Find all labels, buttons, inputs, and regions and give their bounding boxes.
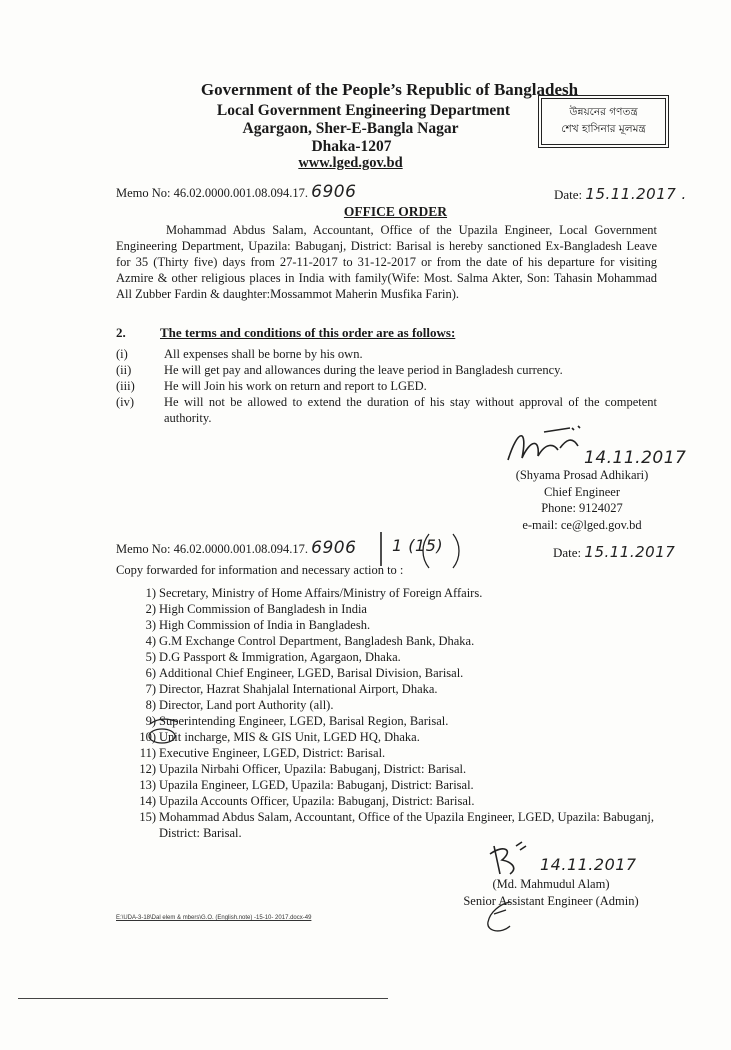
header-city: Dhaka-1207 [311,138,392,155]
list-item-text: High Commission of Bangladesh in India [159,602,367,616]
memo-number-handwritten: 6906 [311,538,357,558]
list-item [116,601,661,617]
memo-suffix-handwritten: 1 (15) [392,536,444,555]
list-item-text: D.G Passport & Immigration, Agargaon, Dhaka. [159,650,401,664]
initial-mark [480,898,520,938]
date-handwritten: 15.11.2017 [584,543,676,561]
copy-forwarded-intro: Copy forwarded for information and necessary action to : [116,563,404,577]
list-item [116,793,661,809]
signatory-1 [482,467,682,533]
header-government: Government of the People’s Republic of Bangladesh [200,80,579,99]
list-item [116,649,661,665]
signatory-designation: Senior Assistant Engineer (Admin) [463,893,639,908]
divider [18,998,388,999]
signatory-name: (Shyama Prosad Adhikari) [515,468,649,482]
list-item-number: 8) [145,698,156,712]
list-item-number: 15) [139,810,156,824]
memo-number-1 [116,182,356,202]
list-item-text: Director, Land port Authority (all). [159,698,334,712]
clause-text: All expenses shall be borne by his own. [164,347,363,361]
list-item-text: Upazila Engineer, LGED, Upazila: Babuganj, District: Barisal. [159,778,474,792]
clause-item [116,346,657,362]
list-item-number: 11) [139,746,156,760]
memo-date-2 [553,543,675,561]
list-item [116,729,661,745]
list-item-text: Superintending Engineer, LGED, Barisal Region, Barisal. [159,714,449,728]
list-item-text: Additional Chief Engineer, LGED, Barisal Division, Barisal. [159,666,464,680]
list-item [116,777,661,793]
order-paragraph: Mohammad Abdus Salam, Accountant, Office of the Upazila Engineer, Local Government Engineering Department, Upazila: Babuganj, District: Barisal is hereby sanctioned Ex-Bangladesh Leave for 35 (Thirty five) days from 27-11-2017 to 31-12-2017 or from the date of his departure for visiting Azmire & other religious places in India with family(Wife: Most. Salma Akter, Son: Tahasin Mohammad All Zubber Fardin & daughter:Mossammot Maherin Musfika Farin). [116,223,657,301]
list-item-text: Unit incharge, MIS & GIS Unit, LGED HQ, Dhaka. [159,730,420,744]
hand-tick-marks [148,714,188,744]
list-item-number: 1) [145,586,156,600]
clause-text: He will Join his work on return and report to LGED. [164,379,427,393]
list-item-number: 6) [145,666,156,680]
signatory-phone: Phone: 9124027 [541,501,623,515]
list-item [116,809,661,841]
clause-number: (i) [116,347,128,361]
signatory-designation: Chief Engineer [543,484,620,499]
list-item [116,633,661,649]
date-label: Date: [554,187,583,202]
list-item [116,585,661,601]
list-item-text: Executive Engineer, LGED, District: Barisal. [159,746,386,760]
list-item-text: Mohammad Abdus Salam, Accountant, Office of the Upazila Engineer, LGED, Upazila: Babuganj, District: Barisal. [159,810,654,840]
header-address: Agargaon, Sher-E-Bangla Nagar [242,120,459,137]
clause-item [116,378,657,394]
list-item-number: 13) [139,778,156,792]
clause-text: He will not be allowed to extend the duration of his stay without approval of the competent authority. [164,395,657,425]
file-path-footer: E:\UDA-3-18\Dal elem & mbers\G.O. (English.note) -15-10- 2017.docx-49 [116,915,312,921]
list-item-number: 12) [139,762,156,776]
memo-number-handwritten: 6906 [311,182,357,202]
list-item [116,713,661,729]
clause-number: (iii) [116,379,135,393]
signatory-email: e-mail: ce@lged.gov.bd [522,517,642,532]
header-website: www.lged.gov.bd [298,155,403,171]
list-item-number: 14) [139,794,156,808]
list-item-number: 7) [145,682,156,696]
list-item [116,745,661,761]
list-item-number: 9) [145,714,156,728]
clause-text: He will get pay and allowances during the leave period in Bangladesh currency. [164,363,563,377]
clause-number: (ii) [116,363,132,377]
signature-senior-engineer [480,840,540,880]
clause-item [116,362,657,378]
motto-line-1: উন্নয়নের গণতন্ত্র [569,106,638,118]
list-item-number: 3) [145,618,156,632]
list-item-text: Secretary, Ministry of Home Affairs/Ministry of Foreign Affairs. [159,586,483,600]
signature-date-2: 14.11.2017 [540,855,637,874]
list-item-number: 10) [139,730,156,744]
list-item [116,617,661,633]
memo-label: Memo No: 46.02.0000.001.08.094.17. [116,186,309,200]
list-item-text: G.M Exchange Control Department, Bangladesh Bank, Dhaka. [159,634,475,648]
list-item-number: 2) [145,602,156,616]
signatory-name: (Md. Mahmudul Alam) [492,877,610,891]
date-handwritten: 15.11.2017 . [585,185,687,203]
list-item [116,681,661,697]
list-item [116,697,661,713]
list-item-text: Director, Hazrat Shahjalal International Airport, Dhaka. [159,682,438,696]
list-item-number: 5) [145,650,156,664]
list-item-text: High Commission of India in Bangladesh. [159,618,371,632]
memo-number-2 [116,538,356,558]
list-item [116,665,661,681]
list-item [116,761,661,777]
header-department: Local Government Engineering Department [216,102,511,119]
motto-box [541,98,666,145]
clause-number: (iv) [116,395,135,409]
motto-line-2: শেখ হাসিনার মূলমন্ত্র [561,123,646,135]
memo-date-1 [554,185,687,203]
signature-date-1: 14.11.2017 [584,448,687,468]
office-order-title: OFFICE ORDER [343,204,448,219]
memo-label: Memo No: 46.02.0000.001.08.094.17. [116,542,309,556]
terms-number: 2. [116,325,126,340]
list-item-text: Upazila Nirbahi Officer, Upazila: Babuganj, District: Barisal. [159,762,467,776]
date-label: Date: [553,545,582,560]
recipient-list [116,585,661,841]
list-item-text: Upazila Accounts Officer, Upazila: Babuganj, District: Barisal. [159,794,475,808]
terms-heading: The terms and conditions of this order are as follows: [160,325,456,340]
list-item-number: 4) [145,634,156,648]
